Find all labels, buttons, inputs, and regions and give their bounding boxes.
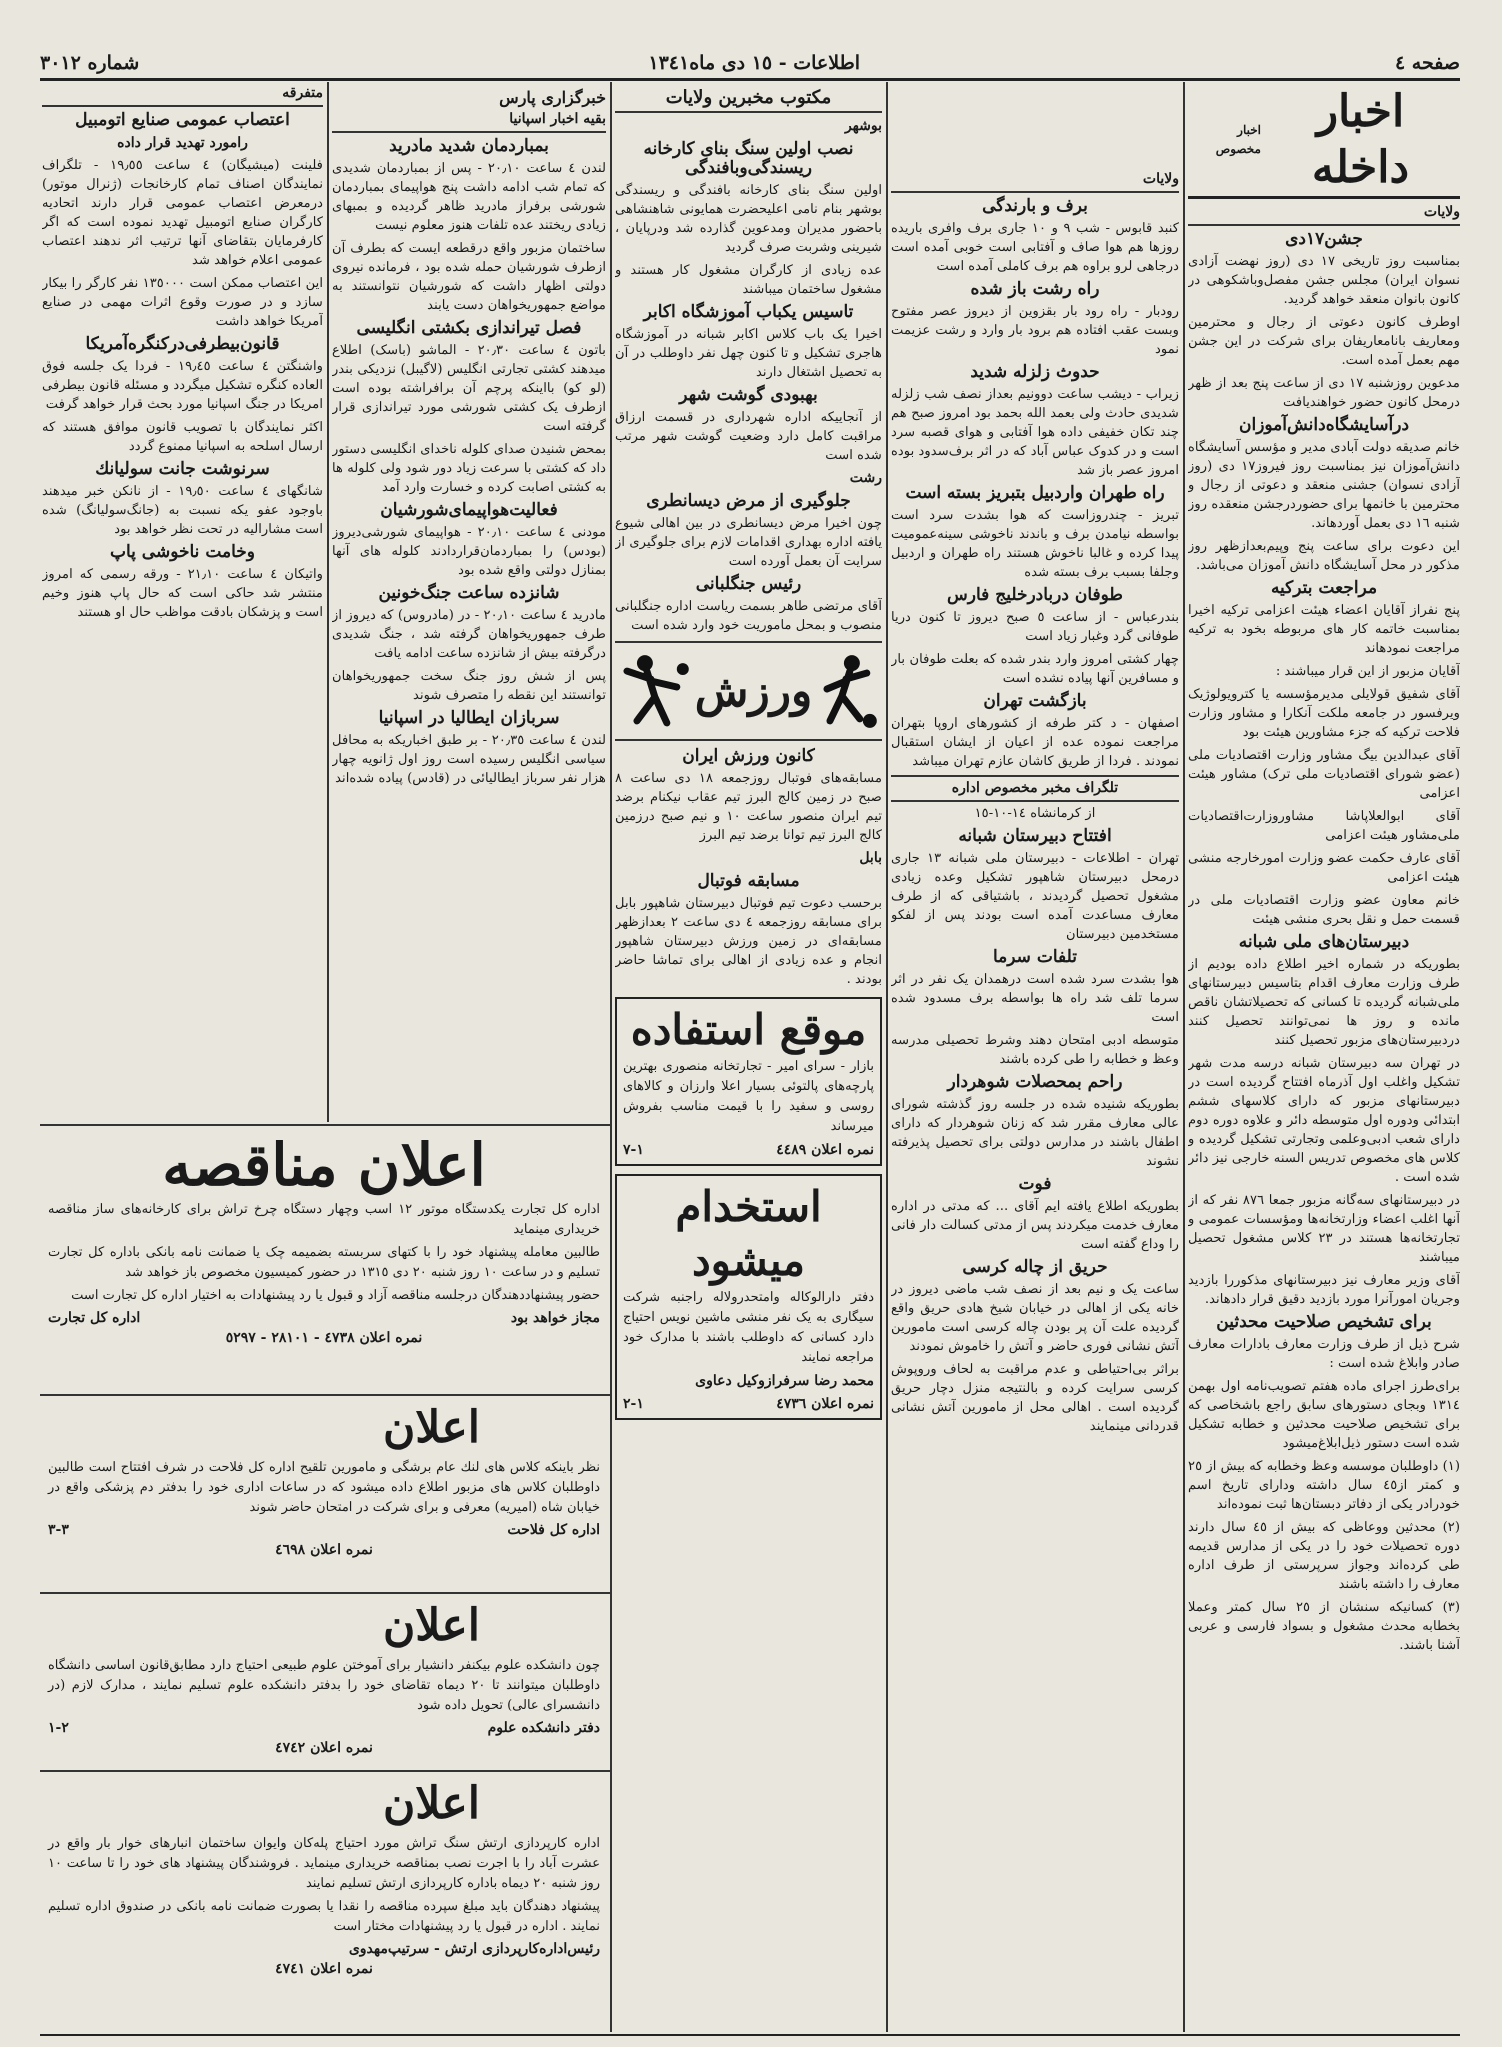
article-text: اوطرف کانون دعوتی از رجال و محترمین ومعاریف بانامعاریفان برای شرکت در این جشن مهم بعمل آمده است. <box>1188 315 1460 368</box>
headline: تلفات سرما <box>993 947 1077 967</box>
article-text: لندن ٤ ساعت ٢٠٫١٠ - پس از بمباردمان شدیدی که تمام شب ادامه داشت پنج هواپیمای بمباردمان شورشی برفراز مادرید ظاهر گردیده و بمبهای زیادی ریختند عده تلفات هنوز معلوم نیست <box>332 161 606 233</box>
headline: جلوگیری از مرض دیسانطری <box>646 491 851 511</box>
article-text: مادرید ٤ ساعت ٢٠٫١٠ - در (مادروس) که دیروز از طرف جمهوریخواهان گرفته شد ، جنگ شدیدی درگرفته بیش از شانزده ساعت ادامه یافت <box>332 608 606 661</box>
headline: مراجعت بتركيه <box>1270 578 1378 598</box>
ad-number: ٢-١ <box>48 1720 69 1736</box>
city-label: بوشهر <box>844 118 882 134</box>
ad-reference: نمره اعلان ٤٤٨٩ <box>776 1142 874 1158</box>
ad-text: دفتر دارالوکاله وامتحدرولاله راجنبه شرکت سیگاری به یک نفر منشی ماشین نویس احتیاج دارد کسانی که داوطلب باشند با مدارک خود مراجعه نمایند <box>623 1290 874 1365</box>
article-text: باتون ٤ ساعت ٢٠٫٣٠ - الماشو (باسک) اطلاع میدهند کشتی تجارتی انگلیس (لاگیبل) نزدیکی بندر (لو کو) بااینکه پرچم آن برافراشته بوده است ازطرف یک کشتی شورشی مورد تیراندازی قرار گرفته است <box>332 343 606 434</box>
article-text: بطوریکه اطلاع یافته ایم آقای ... که مدتی در اداره معارف خدمت میکردند پس از مدتی کسالت دار فانی را وداع گفته است <box>891 1199 1179 1252</box>
article-text: (٢) محدثین ووعاظی که بیش از ٤٥ سال دارند دوره تحصیلات خود را در یکی از مدارس قدیمه طی کرده‌اند وجواز سرپرستی از طرف اداره معارف را داشته باشند <box>1188 1520 1460 1592</box>
article-text: رودبار - راه رود بار بقزوین از دیروز عصر مفتوح وبست عقب افتاده هم برود بار وارد و رشت عزیمت نمود <box>891 304 1179 357</box>
ad-reference: نمره اعلان ٤٦٩٨ <box>275 1542 373 1558</box>
article-text: خانم معاون عضو وزارت اقتصادیات ملی در قسمت حمل و نقل بحری منشی هیئت <box>1188 893 1460 927</box>
article-text: پنج نفراز آقایان اعضاء هیئت اعزامی ترکیه اخیرا بمناسبت خاتمه کار های مربوطه بخود به ترکیه مراجعت نمودهاند <box>1188 603 1460 656</box>
article-text: زیراب - دیشب ساعت دوونیم بعداز نصف شب زلزله شدیدی حادث ولی بعمد الله بحمد بود امروز صبح هم چند تکان خفیفی داده هوا آفتابی و هوای قصبه سرد است و در کدوک عباس آباد که در اثر برف‌سدود بوده امروز عصر باز شد <box>891 387 1179 478</box>
city-label: رشت <box>849 470 882 486</box>
tender-ad <box>42 1130 606 1390</box>
header-rule <box>40 78 1460 81</box>
article-text: شرح ذیل از طرف وزارت معارف بادارات معارف صادر وابلاغ شده است : <box>1188 1337 1460 1371</box>
article-text: واشنگتن ٤ ساعت ١٩٫٤٥ - فردا یک جلسه فوق العاده کنگره تشکیل میگردد و مسئله قانون بیطرفی امریکا در جنگ اسپانیا مورد بحث قرار خواهد گرفت <box>42 359 323 412</box>
ads-rule <box>40 1770 610 1772</box>
article-text: فلینت (میشیگان) ٤ ساعت ١٩٫٥٥ - تلگراف نمایندگان اصناف تمام کارخانجات (ژنرال موتور) درمعرض اعتصاب عمومی قرار دارند اتحادیه کارگران صنایع اتومبیل تهدید نموده است که اگر کارفرمایان بتقاضای آنها ترتیب اثر ندهند اعتصاب عمومی اعلام خواهد شد <box>42 158 323 268</box>
ads-rule <box>40 1124 610 1126</box>
section-label: متفرقه <box>42 84 323 107</box>
headline: افتتاح دبیرستان شبانه <box>958 826 1112 846</box>
headline: برای تشخیص صلاحیت محدثین <box>1216 1312 1432 1332</box>
ads-rule <box>40 1394 610 1396</box>
headline: حریق از چاله کرسی <box>962 1257 1108 1277</box>
opportunity-ad <box>615 997 882 1166</box>
headline: نصب اولین سنگ بنای کارخانه ریسندگی‌وبافندگی <box>643 139 854 178</box>
article-text: آقای وزیر معارف نیز دبیرستانهای مذکوررا بازدید وجریان امورآنرا مورد بازدید دقیق قرار دادهاند. <box>1188 1273 1460 1307</box>
ad-number: ٣-٣ <box>48 1522 69 1538</box>
column-miscellaneous <box>42 84 323 1120</box>
headline: راه طهران واردبیل بتبریز بسته است <box>905 483 1165 503</box>
ad-number: ١-٧ <box>623 1142 644 1158</box>
column-domestic-news <box>1188 84 1460 2034</box>
article-text: بطوریکه شنیده شده در جلسه روز گذشته شورای عالی معارف مقرر شد که زنان شوهردار که دارای اطفال باشند در مدارس دولتی برای تحصیل پذیرفته نشوند <box>891 1097 1179 1169</box>
ad-text: بازار - سرای امیر - تجارتخانه منصوری بهترین پارچه‌های پالتوئی بسیار اعلا وارزان و کالاهای روسی و سفید را با قیمت مناسب بفروش میرساند <box>623 1059 874 1134</box>
column-pars-agency <box>332 84 606 1120</box>
headline: حدوث زلزله شدید <box>970 362 1100 382</box>
ad-signature: محمد رضا سرفرازوکیل دعاوی <box>695 1373 874 1389</box>
page-header <box>40 52 1460 74</box>
ad-text: حضور پیشنهاددهندگان درجلسه مناقصه آزاد و قبول یا رد پیشنهادات به اختیار اداره کل تجارت است <box>71 1288 600 1303</box>
article-text: مسابقه‌های فوتبال روزجمعه ١٨ دی ساعت ٨ صبح در زمین کالج البرز تیم عقاب نیکنام برضد تیم ایران منصور ساعت ١٠ و نیم صبح درزمین کالج البرز تیم توانا برضد تیم البرز <box>615 771 882 843</box>
sports-banner <box>615 641 882 741</box>
footballer-icon <box>812 651 882 731</box>
article-text: آقای عارف حکمت عضو وزارت امورخارجه منشی هیئت اعزامی <box>1188 851 1460 885</box>
article-text: خانم صدیقه دولت آبادی مدیر و مؤسس آسایشگاه دانش‌آموزان نیز بمناسبت روز فیروز١٧ دی (روز آزادی نسوان) جشنی منعقد و دعوتی از رجال و محترمین با خانمها برای حضوردرجشن منعقده روز شنبه ١٦ دی بعمل آوردهاند. <box>1188 440 1460 531</box>
column-correspondents <box>615 84 882 2034</box>
page-number: صفحه ٤ <box>1394 52 1460 74</box>
headline: فصل تیراندازی بکشتی انگلیسی <box>356 318 582 338</box>
ads-rule <box>40 1592 610 1594</box>
article-text: چون اخیرا مرض دیسانطری در بین اهالی شیوع یافته اداره بهداری اقدامات لازم برای جلوگیری از سرایت آن بعمل آورده است <box>615 516 882 569</box>
article-text: در تهران سه دبیرستان شبانه درسه مدت شهر تشکیل واغلب اول آذرماه افتتاح گردیده است در دبیرستانهای مزبور که دارای کلاسهای ششم ابتدائی ودوره اول متوسطه دائر و علاوه دوره دوم دارای شعب ادبی‌وعلمی وتجارتی تشکیل گردیده و کلاس های مخصوص تدریس السنه خارجی نیز دائر شده است . <box>1188 1056 1460 1185</box>
newspaper-date: اطلاعات - ١٥ دی ماه١٣٤١ <box>648 52 860 74</box>
ad-title: اعلان <box>382 1600 480 1651</box>
science-faculty-ad <box>42 1596 606 1766</box>
article-text: متوسطه ادبی امتحان دهند وشرط تحصیلی مدرسه وعظ و خطابه را طی کرده باشند <box>891 1033 1179 1067</box>
article-text: عده زیادی از کارگران مشغول کار هستند و مشغول ساختمان میباشند <box>615 263 882 297</box>
article-text: اصفهان - د کتر طرفه از کشورهای اروپا بتهران مراجعت نموده عده از اعیان از ایشان استقبال نمودند . فردا از طریق کاشان عازم تهران میباشد <box>891 716 1179 769</box>
article-text: آقای شفیق قولایلی مدیرمؤسسه یا کترویولوژیک ویرفسور در جامعه ملکت آنکارا و مشاور وزارت فلاحت ترکیه که جزء مشاورین هیئت بود <box>1188 687 1460 740</box>
headline: راه رشت باز شده <box>970 279 1100 299</box>
ad-text: پیشنهاد دهندگان باید مبلغ سپرده مناقصه را نقدا یا بصورت ضمانت نامه بانکی در صندوق اداره تسلیم نمایند . اداره در قبول یا رد پیشنهادات مختار است <box>48 1899 600 1934</box>
telegraph-banner: تلگراف مخبر مخصوص اداره <box>891 775 1179 802</box>
ad-text: اداره کارپردازی ارتش سنگ تراش مورد احتیاج پله‌کان وایوان ساختمان انبارهای خوار بار واقع در عشرت آباد را با اجرت نصب بمناقصه خریداری مینماید . فروشندگان پیشنهاد های خود را تا ساعت ١٠ روز شنبه ٢٠ دیماه باداره کارپردازی ارتش تسلیم نمایند <box>48 1836 600 1891</box>
column-divider <box>610 82 612 2032</box>
article-text: اکثر نمایندگان با تصویب قانون موافق هستند که ارسال اسلحه به اسپانیا ممنوع گردد <box>42 420 323 454</box>
article-text: لندن ٤ ساعت ٢٠٫٣٥ - بر طبق اخباریکه به محافل سیاسی انگلیس رسیده است روز اول ژانویه چهار هزار نفر سرباز ایطالیائی در (قادس) پیاده شده‌اند <box>332 733 606 786</box>
article-text: از آنجاییکه اداره شهرداری در قسمت ارزاق مراقبت کامل دارد وضعیت گوشت شهر مرتب شده است <box>615 410 882 463</box>
headline: بهبودی گوشت شهر <box>679 385 818 405</box>
headline: قانون‌بیطرفی‌در‌کنگره‌آمریکا <box>85 334 280 354</box>
ad-signature: اداره کل فلاحت <box>507 1522 600 1538</box>
headline: دبیرستان‌های ملی شبانه <box>1238 932 1410 952</box>
article-text: برای‌طرز اجرای ماده هفتم تصویب‌نامه اول بهمن ١٣١٤ وبجای دستورهای سابق راجع باشخاصی که برای تشخیص صلاحیت محدثین و خطابه تشکیل شده است دستور ذیل‌ابلاغ‌میشود <box>1188 1379 1460 1451</box>
ad-text: چون دانشکده علوم بیکنفر دانشیار برای آموختن علوم طبیعی احتیاج دارد مطابق‌قانون اساسی دانشگاه داوطلبان میتوانند تا ٢٠ دیماه تقاضای خود را بدفتر دانشکده علوم تسلیم نمایند ، مدارک لازم (در دانشسرای عالی) تحویل داده شود <box>48 1658 601 1713</box>
agriculture-ad <box>42 1398 606 1588</box>
ad-text: طالبین معامله پیشنهاد خود را با کتهای سربسته بضمیمه چک یا ضمانت نامه بانکی باداره کل تجارت تسلیم و در ساعت ١٠ روز شنبه ٢٠ دی ١٣١٥ در حضور کمیسیون مخصوص باز خواهد شد <box>48 1245 600 1280</box>
headline: جشن١٧دی <box>1285 229 1363 249</box>
section-label: ولایات <box>891 170 1179 193</box>
headline: بمباردمان شدید مادرید <box>389 136 549 156</box>
ad-signature: دفتر دانشکده علوم <box>487 1720 600 1736</box>
ad-number: ١-٢ <box>623 1396 644 1412</box>
headline: راحم بمحصلات شوهردار <box>947 1072 1123 1092</box>
section-label: بقیه اخبار اسپانیا <box>332 110 606 133</box>
footer-rule <box>40 2034 1460 2036</box>
headline: شانزده ساعت جنگ‌خونین <box>378 583 560 603</box>
article-text: بندرعباس - از ساعت ٥ صبح دیروز تا کنون دریا طوفانی گرد وغبار زیاد است <box>891 610 1179 644</box>
ad-text: اداره کل تجارت یکدستگاه موتور ١٢ اسب وچهار دستگاه چرخ تراش برای کارخانه‌های ساز مناقصه خریداری مینماید <box>48 1202 600 1237</box>
ad-signature: رئیس‌اداره‌کارپردازی ارتش - سرتیپ‌مهدوی <box>348 1941 600 1957</box>
employment-ad <box>615 1174 882 1420</box>
article-text: مودنی ٤ ساعت ٢٠٫١٠ - هواپیمای شورشی‌دیروز (بودس) را بمباردمان‌قراردادند کلوله های آنها بمنازل دولتی واقع شده بود <box>332 525 606 578</box>
issue-number: شماره ٣٠١٢ <box>40 52 140 74</box>
column-provincial-news <box>891 170 1179 2034</box>
column-divider <box>1183 82 1185 2032</box>
ad-signature: اداره کل تجارت <box>48 1310 141 1326</box>
ad-text: نظر باینکه کلاس های لنك عام برشگی و مامورین تلقیح اداره کل فلاحت در شرف افتتاح است طالبین داوطلبان کلاس های مزبور اطلاع داده میشود که در ساعات اداری خود را بدفتر دم پزشکی واقع در خیابان شاه (امیریه) معرفی و برای شرکت در امتحان حاضر شوند <box>48 1460 600 1515</box>
article-text: مدعوین روزشنبه ١٧ دی از ساعت پنج بعد از ظهر درمحل کانون حضور خواهندیافت <box>1188 376 1460 410</box>
article-text: براثر بی‌احتیاطی و عدم مراقبت به لحاف وروپوش کرسی سرایت کرده و بالنتیجه منزل دچار حریق گردیده است . اهالی محل از مامورین آتش نشانی قدردانی مینمایند <box>891 1362 1179 1434</box>
article-text: در دبیرستانهای سه‌گانه مزبور جمعا ٨٧٦ نفر که از آنها اغلب اعضاء وزارتخانه‌ها ومؤسسات عمومی و تجارتخانه‌ها هستند در ٢٣ کلاس مشغول تحصیل میباشند <box>1188 1193 1460 1265</box>
headline: کانون ورزش ایران <box>682 746 815 766</box>
headline: بازگشت تهران <box>983 691 1087 711</box>
article-text: آقای عبدالدین بیگ مشاور وزارت اقتصادیات ملی (عضو شورای اقتصادیات ملی ترک) مشاور هیئت اعزامی <box>1188 748 1460 801</box>
article-text: کنبد قابوس - شب ۹ و ١٠ جاری برف وافری باریده روزها هم هوا صاف و آفتابی است خوبی آمده است درجاهی لرو براوه هم برف کاملی آمده است <box>891 221 1179 274</box>
headline: درآسایشگاه‌دانش‌آموزان <box>1238 415 1410 435</box>
column-divider <box>327 82 329 1122</box>
column-header: مکتوب مخبرین ولایات <box>615 88 882 113</box>
ad-title: اعلان <box>382 1402 480 1453</box>
ad-reference: نمره اعلان ٤٧٤٢ <box>275 1740 373 1756</box>
article-text: چهار کشتی امروز وارد بندر شده که بعلت طوفان بار و مسافرین آنها پیاده نشده است <box>891 652 1179 686</box>
article-text: بمحض شنیدن صدای کلوله ناخدای انگلیسی دستور داد که کشتی با سرعت زیاد دور شود ولی کلوله ها به کشتی اصابت کرده و خسارت وارد آمد <box>332 442 606 495</box>
side-label: اخبار مخصوص <box>1215 123 1261 156</box>
article-text: اولین سنگ بنای کارخانه بافندگی و ریسندگی بوشهر بنام نامی اعلیحضرت همایونی شاهنشاهی باحضور مدیران ومدعوین گذارده شد ودرپایان ، شیرینی وشربت صرف گردید <box>615 183 882 255</box>
article-text: شانگهای ٤ ساعت ١٩٫٥٠ - از نانکن خبر میدهند باوجود عفو یکه نسبت به (جانگ‌سولیانگ) شده است مشارالیه در تحت نظر خواهد بود <box>42 484 323 537</box>
column-divider <box>886 82 888 2032</box>
headline: مسابقه فوتبال <box>697 871 800 891</box>
article-text: (١) داوطلبان موسسه وعظ وخطابه که بیش از ٢٥ و کمتر از٤٥ سال داشته ودارای تاریخ اسم خودرادر یکی از دفاتر دبستان‌ها ثبت نموده‌اند <box>1188 1459 1460 1512</box>
masthead-domestic-news: اخبار داخله <box>1311 86 1410 193</box>
article-text: آقای ابوالعلاپاشا مشاوروزارت‌اقتصادیات ملی‌مشاور هیئت اعزامی <box>1188 809 1460 843</box>
headline: طوفان دربادرخلیج فارس <box>947 585 1123 605</box>
article-text: آقایان مزبور از این قرار میباشند : <box>1275 664 1460 679</box>
sports-title: ورزش <box>694 665 813 717</box>
article-text: ساعت یک و نیم بعد از نصف شب ماضی دیروز در خانه یکی از اهالی در خیابان شیخ هادی حریق واقع گردیده علت آن پر بودن چاله کرسی است مامورین آتش نشانی فوری حاضر و آتش را خاموش نمودند <box>891 1282 1179 1354</box>
headline: رئیس جنگلبانی <box>695 574 802 594</box>
headline: سرنوشت جانت سولیانك <box>95 459 270 479</box>
headline: سربازان ایطالیا در اسپانیا <box>378 708 560 728</box>
article-text: ساختمان مزبور واقع درقطعه ایست که بطرف آن ازطرف شورشیان حمله شده بود ، فرمانده نیروی دولتی اظهار داشت که شورشیان نتوانستند به مواضع جمهوریخواهان دست یابند <box>332 241 606 313</box>
headline: فوت <box>1018 1174 1052 1194</box>
ad-reference: نمره اعلان ٤٧٣٦ <box>776 1396 874 1412</box>
headline: فعالیت‌هواپیمای‌شورشیان <box>380 500 558 520</box>
ad-note: مجاز خواهد بود <box>510 1310 600 1326</box>
article-text: تهران - اطلاعات - دبیرستان ملی شبانه ١٣ جاری درمحل دبیرستان شاهپور تشکیل وعده زیادی مشغول تحصیل گردیدند ، باشتیاقی که از طرف معارف مساعدت آمده است بودند پس از لفکو مستخدمین دبیرستان <box>891 851 1179 942</box>
article-text: واتیکان ٤ ساعت ٢١٫١٠ - ورقه رسمی که امروز منتشر شد حاکی است که حال پاپ هنوز وخیم است و پزشکان بادقت مواظب حال او هستند <box>42 567 323 620</box>
article-text: آقای مرتضی طاهر بسمت ریاست اداره جنگلبانی منصوب و بمحل ماموریت خود وارد شده است <box>615 599 882 633</box>
headline: برف و بارندگی <box>982 196 1088 216</box>
ad-reference: نمره اعلان ٤٧٤١ <box>275 1961 373 1977</box>
headline: وخامت ناخوشی پاپ <box>109 542 256 562</box>
dateline: از کرمانشاه ١٤-١٠-١٥ <box>974 806 1096 821</box>
article-text: اخیرا یک باب کلاس اکابر شبانه در آموزشگاه هاجری تشکیل و تا کنون چهل نفر داوطلب در آن به تحصیل اشتغال دارند <box>615 327 882 380</box>
army-procurement-ad <box>42 1774 606 2032</box>
headline: اعتصاب عمومی صنایع اتومبیل <box>75 110 290 130</box>
ad-title: اعلان <box>382 1778 480 1829</box>
ad-title: استخدام میشود <box>675 1182 822 1285</box>
article-text: هوا بشدت سرد شده است درهمدان یک نفر در اثر سرما تلف شد راه ها بواسطه برف مسدود شده است <box>891 972 1179 1025</box>
article-text: (٣) کسانیکه سنشان از ٢٥ سال کمتر وعملا بخطابه محدث مشغول و بسواد فارسی و عربی آشنا باشند. <box>1188 1600 1460 1653</box>
section-label: ولایات <box>1188 203 1460 226</box>
ad-title: موقع استفاده <box>630 1005 867 1054</box>
article-text: بطوریکه در شماره اخیر اطلاع داده بودیم از طرف وزارت معارف اقدام بتاسیس دبیرستانهای ملی‌شبانه گردیده تا کسانی که تحصیلاتشان ناقص مانده و روز ها نمی‌توانند تحصیل کنند دردبیرستان‌های مزبور تحصیل کنند <box>1188 957 1460 1048</box>
ad-reference: نمره اعلان ٤٧٣٨ - ٢٨١٠١ - ٥٢٩٧ <box>225 1330 423 1346</box>
subheadline: رامورد تهدید قرار داده <box>117 135 248 151</box>
article-text: برحسب دعوت تیم فوتبال دبیرستان شاهپور بابل برای مسابقه روزجمعه ٤ دی ساعت ٢ بعدازظهر مسابقه‌ای در زمین ورزش دبیرستان شاهپور انجام و عده زیادی از اهالی برای تماشا حاضر بودند . <box>615 896 882 987</box>
article-text: این اعتصاب ممکن است ١٣٥٠٠٠ نفر کارگر را بیکار سازد و در صورت وقوع اثرات مهمی در صنایع آمریکا خواهد داشت <box>42 276 323 329</box>
ad-title: اعلان مناقصه <box>162 1131 486 1199</box>
city-label: بابل <box>859 850 882 866</box>
article-text: تبریز - چندروزاست که هوا بشدت سرد است بواسطه نیامدن برف و باندند ناخوشی سینه‌عمومیت پیدا کرده و غالبا ناخوش هستند راه طهران و اردبیل وجلفا بسبب برف بسته شده <box>891 508 1179 580</box>
footballer-icon <box>615 651 695 731</box>
article-text: پس از شش روز جنگ سخت جمهوریخواهان توانستند این نقطه را متصرف شوند <box>332 669 606 703</box>
article-text: بمناسبت روز تاریخی ١٧ دی (روز نهضت آزادی نسوان ایران) مجلس جشن مفصل‌وباشکوهی در کانون بانوان منعقد خواهد گردید. <box>1188 254 1460 307</box>
headline: تاسیس یکباب آموزشگاه اکابر <box>643 302 854 322</box>
article-text: این دعوت برای ساعت پنج وپیم‌بعدازظهر روز مذکور در محل آسایشگاه دانش آموزان می‌باشد. <box>1188 539 1460 573</box>
column-header: خبرگزاری پارس <box>499 88 606 107</box>
